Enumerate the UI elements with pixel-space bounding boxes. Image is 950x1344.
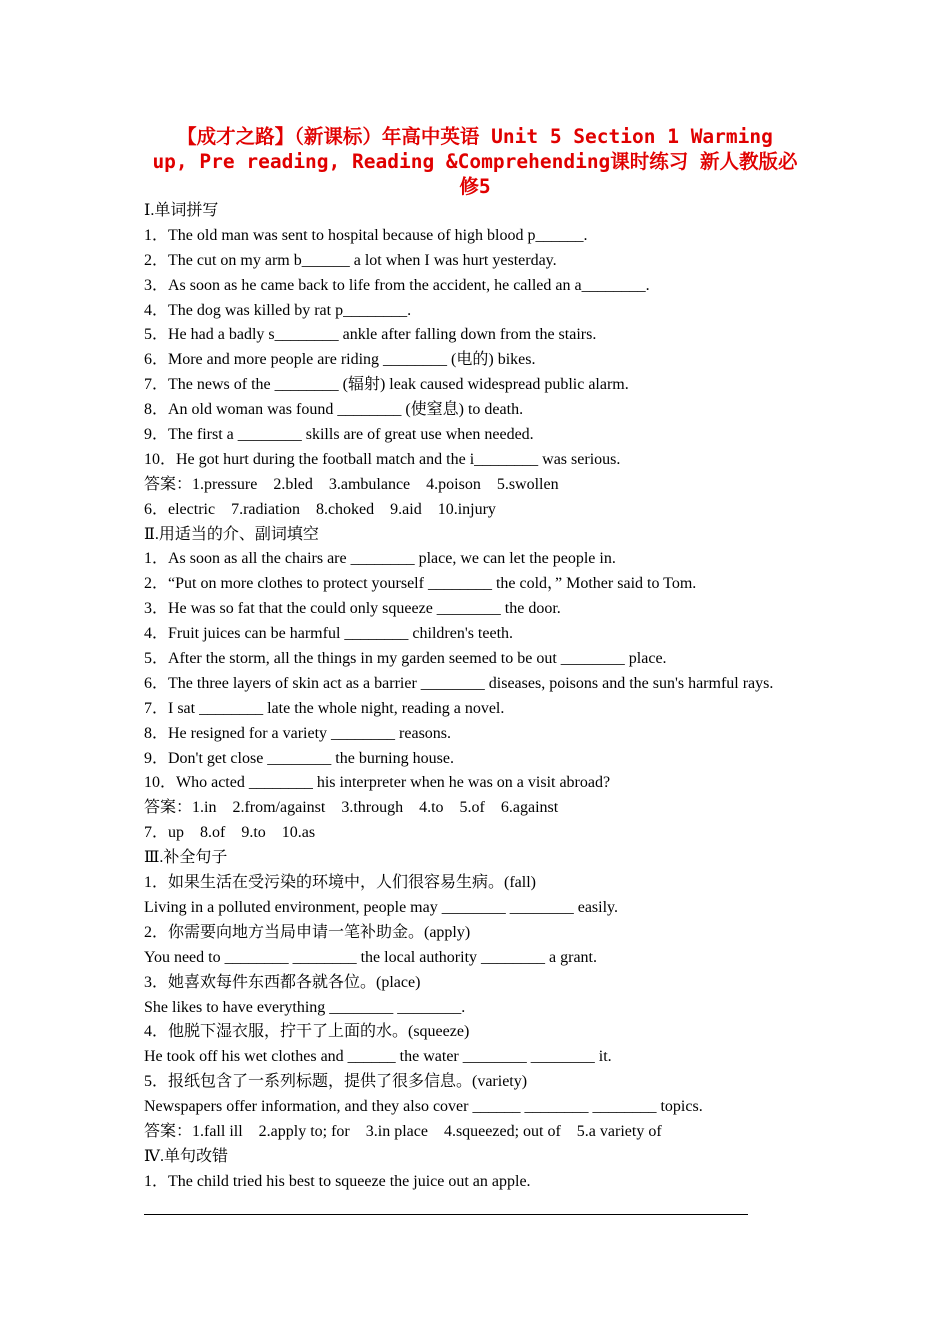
question-line: 5．After the storm, all the things in my garden seemed to be out ________ place. (144, 650, 667, 668)
question-line: 10．He got hurt during the football match and the i________ was serious. (144, 450, 621, 468)
question-line: 10．Who acted ________ his interpreter when he was on a visit abroad? (144, 774, 611, 792)
question-prompt: 2．你需要向地方当局申请一笔补助金。(apply) (144, 923, 471, 941)
question-prompt: 4．他脱下湿衣服，拧干了上面的水。(squeeze) (144, 1023, 470, 1041)
answer-line: 答案：1.in 2.from/against 3.through 4.to 5.of 6.against (144, 799, 559, 817)
exercise-content (144, 199, 844, 1195)
question-line: You need to ________ ________ the local authority ________ a grant. (144, 948, 597, 966)
answer-line: 6．electric 7.radiation 8.choked 9.aid 10.injury (144, 500, 496, 518)
question-line: 7．I sat ________ late the whole night, reading a novel. (144, 699, 505, 717)
question-line: 2．The cut on my arm b______ a lot when I was hurt yesterday. (144, 251, 557, 269)
question-line: 5．He had a badly s________ ankle after falling down from the stairs. (144, 326, 597, 344)
question-line: 1．The old man was sent to hospital because of high blood p______. (144, 226, 588, 244)
question-line: 1．The child tried his best to squeeze the juice out an apple. (144, 1172, 531, 1190)
answer-line: 7．up 8.of 9.to 10.as (144, 824, 316, 842)
question-line: 9．Don't get close ________ the burning house. (144, 749, 454, 767)
section-heading-4: Ⅳ.单句改错 (144, 1147, 228, 1165)
question-prompt: 5．报纸包含了一系列标题，提供了很多信息。(variety) (144, 1073, 528, 1091)
question-line: 3．He was so fat that the could only squeeze ________ the door. (144, 600, 561, 618)
question-prompt: 3．她喜欢每件东西都各就各位。(place) (144, 973, 421, 991)
question-line: Living in a polluted environment, people may ________ ________ easily. (144, 898, 618, 916)
answer-line: 答案：1.fall ill 2.apply to; for 3.in place 4.squeezed; out of 5.a variety of (144, 1122, 662, 1140)
question-line: 6．The three layers of skin act as a barrier ________ diseases, poisons and the sun's harmful rays. (144, 674, 774, 692)
question-line: 1．As soon as all the chairs are ________ place, we can let the people in. (144, 550, 616, 568)
title-line-1: 【成才之路】（新课标）年高中英语 Unit 5 Section 1 Warming (177, 125, 773, 148)
question-line: 7．The news of the ________ (辐射) leak caused widespread public alarm. (144, 376, 629, 394)
question-line: She likes to have everything ________ ________. (144, 998, 466, 1016)
section-heading-2: Ⅱ.用适当的介、副词填空 (144, 525, 319, 543)
question-prompt: 1．如果生活在受污染的环境中，人们很容易生病。(fall) (144, 874, 536, 892)
answer-blank-line (144, 1214, 748, 1215)
question-line: He took off his wet clothes and ______ the water ________ ________ it. (144, 1048, 612, 1066)
section-heading-3: Ⅲ.补全句子 (144, 849, 228, 867)
question-line: 4．The dog was killed by rat p________. (144, 301, 412, 319)
question-line: 8．He resigned for a variety ________ reasons. (144, 724, 452, 742)
question-line: 9．The first a ________ skills are of great use when needed. (144, 426, 534, 444)
section-heading-1: Ⅰ.单词拼写 (144, 202, 219, 219)
question-line: 4．Fruit juices can be harmful ________ children's teeth. (144, 625, 514, 643)
question-line: 8．An old woman was found ________ (使窒息) to death. (144, 401, 524, 419)
question-line: 3．As soon as he came back to life from the accident, he called an a________. (144, 276, 650, 294)
question-line: 6．More and more people are riding ________ (电的) bikes. (144, 351, 536, 369)
title-line-3: 修5 (459, 175, 491, 198)
title-line-2: up, Pre reading, Reading &Comprehending课时练习 新人教版必 (152, 150, 798, 173)
question-line: Newspapers offer information, and they also cover ______ ________ ________ topics. (144, 1098, 703, 1116)
question-line: 2．“Put on more clothes to protect yourself ________ the cold，” Mother said to Tom. (144, 575, 697, 593)
answer-line: 答案：1.pressure 2.bled 3.ambulance 4.poison 5.swollen (144, 475, 559, 493)
document-title (130, 124, 820, 199)
